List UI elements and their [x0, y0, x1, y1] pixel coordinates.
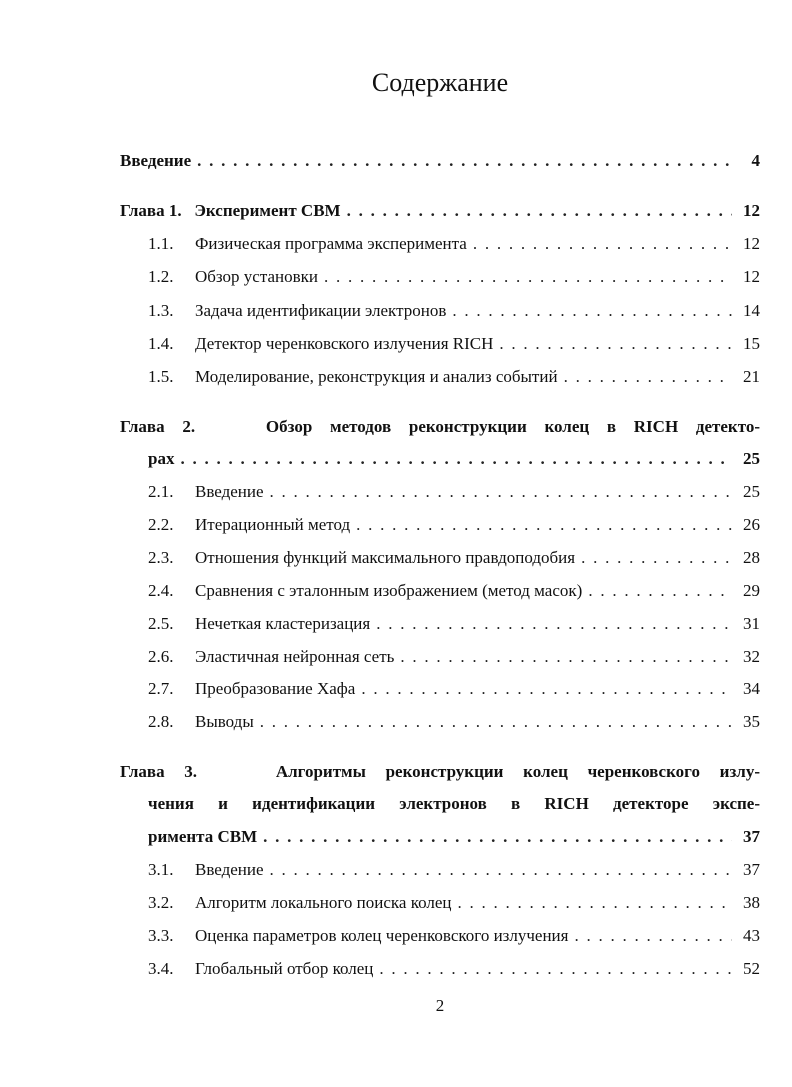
- dot-leader: [270, 482, 732, 502]
- section-number: 2.8.: [148, 712, 174, 731]
- toc-section: [120, 234, 760, 258]
- toc-chapter-3-continued: [148, 827, 760, 851]
- entry-page: 32: [743, 647, 760, 666]
- dot-leader: [379, 959, 732, 979]
- entry-title: Оценка параметров колец черенковского излучения: [195, 926, 569, 945]
- entry-title: рах: [148, 449, 175, 468]
- dot-leader: [356, 515, 732, 535]
- entry-title: Введение: [195, 482, 264, 501]
- section-number: 1.4.: [148, 334, 174, 353]
- toc-section: [120, 679, 760, 703]
- toc-section: [120, 515, 760, 539]
- dot-leader: [180, 449, 732, 469]
- entry-title: Моделирование, реконструкция и анализ событий: [195, 367, 558, 386]
- section-number: 3.2.: [148, 893, 174, 912]
- dot-leader: [574, 926, 732, 946]
- section-number: 1.1.: [148, 234, 174, 253]
- entry-title: чения и идентификации электронов в RICH детекторе экспе-: [148, 794, 760, 813]
- dot-leader: [452, 301, 732, 321]
- toc-section: [120, 614, 760, 638]
- entry-title: Глобальный отбор колец: [195, 959, 374, 978]
- entry-page: 12: [743, 234, 760, 253]
- chapter-label: Глава 3.: [120, 762, 198, 781]
- dot-leader: [581, 548, 732, 568]
- section-number: 2.2.: [148, 515, 174, 534]
- toc-section: [120, 926, 760, 950]
- chapter-label: Глава 1.: [120, 201, 182, 220]
- entry-title: Эластичная нейронная сеть: [195, 647, 395, 666]
- entry-title: Выводы: [195, 712, 254, 731]
- section-number: 2.5.: [148, 614, 174, 633]
- entry-title: Итерационный метод: [195, 515, 351, 534]
- entry-title: Сравнения с эталонным изображением (метод масок): [195, 581, 583, 600]
- entry-title: Введение: [195, 860, 264, 879]
- entry-page: 52: [743, 959, 760, 978]
- section-number: 1.2.: [148, 267, 174, 286]
- toc-section: [120, 367, 760, 391]
- entry-title: Преобразование Хафа: [195, 679, 356, 698]
- dot-leader: [270, 860, 732, 880]
- section-number: 2.1.: [148, 482, 174, 501]
- toc-section: [120, 647, 760, 671]
- toc-section: [120, 860, 760, 884]
- entry-page: 15: [743, 334, 760, 353]
- entry-page: 12: [743, 267, 760, 286]
- entry-page: 4: [751, 151, 760, 170]
- section-number: 2.4.: [148, 581, 174, 600]
- dot-leader: [347, 201, 732, 221]
- section-number: 2.6.: [148, 647, 174, 666]
- entry-title: Детектор черенковского излучения RICH: [195, 334, 494, 353]
- toc-section: [120, 959, 760, 983]
- section-number: 2.7.: [148, 679, 174, 698]
- entry-page: 31: [743, 614, 760, 633]
- dot-leader: [263, 827, 732, 847]
- section-number: 3.1.: [148, 860, 174, 879]
- entry-page: 29: [743, 581, 760, 600]
- toc-chapter-2-continued: [148, 449, 760, 473]
- section-number: 1.5.: [148, 367, 174, 386]
- toc-section: [120, 301, 760, 325]
- toc-section: [120, 893, 760, 917]
- toc-chapter-3-line2: [148, 794, 760, 818]
- page-title: Содержание: [371, 68, 509, 97]
- dot-leader: [376, 614, 732, 634]
- dot-leader: [499, 334, 732, 354]
- section-number: 2.3.: [148, 548, 174, 567]
- entry-page: 34: [743, 679, 760, 698]
- entry-title: Физическая программа эксперимента: [195, 234, 467, 253]
- entry-title: Алгоритм локального поиска колец: [195, 893, 452, 912]
- dot-leader: [260, 712, 732, 732]
- page-number: 2: [435, 996, 445, 1015]
- toc-chapter-2: [120, 417, 760, 441]
- entry-page: 12: [743, 201, 760, 220]
- section-number: 3.3.: [148, 926, 174, 945]
- toc-section: [120, 482, 760, 506]
- dot-leader: [197, 151, 732, 171]
- entry-page: 25: [743, 482, 760, 501]
- toc-section: [120, 581, 760, 605]
- entry-page: 38: [743, 893, 760, 912]
- section-number: 1.3.: [148, 301, 174, 320]
- entry-page: 21: [743, 367, 760, 386]
- entry-title: Обзор установки: [195, 267, 319, 286]
- dot-leader: [564, 367, 732, 387]
- entry-title: Алгоритмы реконструкции колец черенковского излу-: [275, 762, 760, 781]
- chapter-label: Глава 2.: [120, 417, 196, 436]
- dot-leader: [473, 234, 732, 254]
- toc-section: [120, 334, 760, 358]
- section-number: 3.4.: [148, 959, 174, 978]
- dot-leader: [458, 893, 733, 913]
- entry-title: Обзор методов реконструкции колец в RICH детекто-: [265, 417, 760, 436]
- toc-chapter-3: [120, 762, 760, 786]
- dot-leader: [588, 581, 732, 601]
- toc-section: [120, 548, 760, 572]
- toc-entry-intro: [120, 151, 760, 175]
- dot-leader: [361, 679, 732, 699]
- entry-page: 43: [743, 926, 760, 945]
- entry-title: Отношения функций максимального правдоподобия: [195, 548, 576, 567]
- entry-title: Нечеткая кластеризация: [195, 614, 371, 633]
- entry-page: 37: [743, 860, 760, 879]
- entry-title: римента CBM: [148, 827, 258, 846]
- entry-title: Задача идентификации электронов: [195, 301, 447, 320]
- toc-section: [120, 267, 760, 291]
- entry-page: 25: [743, 449, 760, 468]
- entry-page: 28: [743, 548, 760, 567]
- table-of-contents: [120, 0, 760, 1000]
- entry-page: 35: [743, 712, 760, 731]
- entry-title: Эксперимент CBM: [194, 201, 341, 220]
- toc-chapter-1: [120, 201, 760, 225]
- dot-leader: [324, 267, 732, 287]
- entry-title: Введение: [120, 151, 192, 170]
- entry-page: 37: [743, 827, 760, 846]
- entry-page: 14: [743, 301, 760, 320]
- entry-page: 26: [743, 515, 760, 534]
- dot-leader: [400, 647, 732, 667]
- toc-section: [120, 712, 760, 736]
